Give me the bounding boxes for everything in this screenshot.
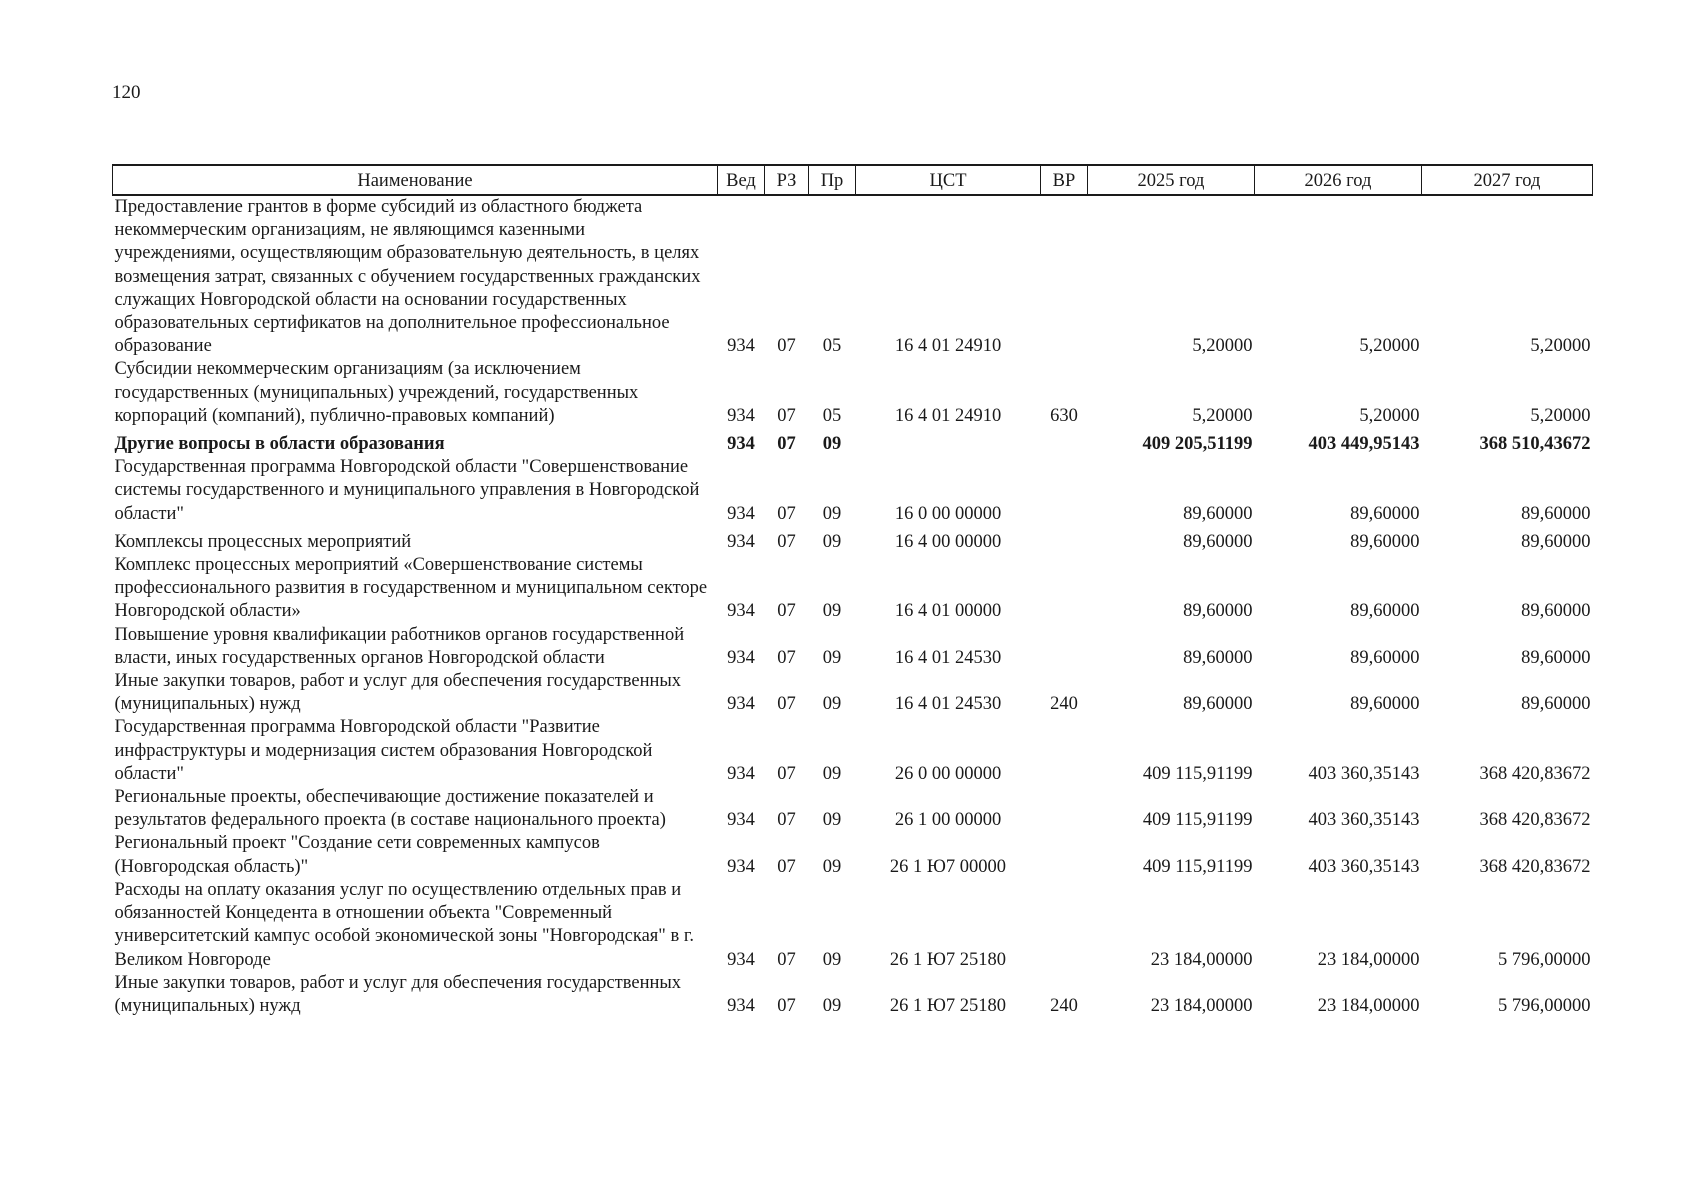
row-vr	[1041, 832, 1088, 878]
row-pr: 09	[822, 531, 842, 552]
row-cst: 16 4 01 24530	[894, 647, 1002, 668]
row-2026: 403 360,35143	[1308, 810, 1420, 831]
row-rz: 07	[777, 647, 796, 668]
table-row	[113, 624, 1593, 670]
row-rz: 07	[777, 810, 796, 831]
header-2025: 2025 год	[1088, 165, 1255, 195]
row-name: Расходы на оплату оказания услуг по осуществлению отдельных прав и обязанностей Концедента в отношении объекта "Современный университетский кампус особой экономической зоны "Новгородская" в г. Великом Новгороде	[114, 879, 694, 970]
row-vr	[1041, 554, 1088, 624]
row-2027: 5,20000	[1530, 405, 1591, 426]
row-ved: 934	[727, 647, 755, 668]
table-row	[113, 456, 1593, 526]
row-pr: 09	[822, 647, 842, 668]
row-pr: 09	[822, 503, 842, 524]
row-pr: 09	[822, 949, 842, 970]
row-vr	[1041, 716, 1088, 786]
row-rz: 07	[777, 336, 796, 357]
row-ved: 934	[727, 601, 755, 622]
row-vr: 240	[1050, 694, 1078, 715]
row-cst: 16 4 00 00000	[894, 531, 1002, 552]
row-pr: 09	[822, 601, 842, 622]
row-name: Региональный проект "Создание сети современных кампусов (Новгородская область)"	[114, 833, 600, 877]
row-2027: 5,20000	[1530, 336, 1591, 357]
row-2027: 5 796,00000	[1498, 949, 1591, 970]
row-2027: 89,60000	[1521, 647, 1591, 668]
row-ved: 934	[727, 434, 755, 455]
row-2025: 23 184,00000	[1150, 995, 1253, 1016]
row-vr	[1041, 195, 1088, 358]
row-rz: 07	[777, 503, 796, 524]
row-2026: 89,60000	[1350, 503, 1420, 524]
table-row	[113, 195, 1593, 358]
row-2026: 5,20000	[1359, 405, 1420, 426]
row-2026: 403 449,95143	[1308, 434, 1420, 455]
row-ved: 934	[727, 856, 755, 877]
row-rz: 07	[777, 434, 796, 455]
table-row	[113, 670, 1593, 716]
row-cst: 26 1 00 00000	[894, 810, 1002, 831]
row-pr: 09	[822, 694, 842, 715]
table-row	[113, 786, 1593, 832]
row-2027: 368 420,83672	[1479, 856, 1591, 877]
row-ved: 934	[727, 336, 755, 357]
row-2025: 89,60000	[1183, 647, 1253, 668]
header-vr: ВР	[1041, 165, 1088, 195]
row-2027: 89,60000	[1521, 531, 1591, 552]
row-2026: 403 360,35143	[1308, 763, 1420, 784]
row-2025: 89,60000	[1183, 694, 1253, 715]
row-2025: 409 205,51199	[1142, 434, 1253, 455]
row-rz: 07	[777, 405, 796, 426]
row-ved: 934	[727, 503, 755, 524]
row-name: Субсидии некоммерческим организациям (за исключением государственных (муниципальных) учреждений, государственных корпораций (компаний), публично-правовых компаний)	[114, 359, 639, 426]
row-vr	[1041, 786, 1088, 832]
row-name: Комплексы процессных мероприятий	[114, 531, 412, 552]
row-name: Иные закупки товаров, работ и услуг для обеспечения государственных (муниципальных) нужд	[114, 671, 682, 715]
header-ved: Вед	[718, 165, 765, 195]
row-pr: 09	[822, 856, 842, 877]
table-row	[113, 832, 1593, 878]
row-2025: 23 184,00000	[1150, 949, 1253, 970]
row-2026: 403 360,35143	[1308, 856, 1420, 877]
header-rz: РЗ	[765, 165, 809, 195]
row-2025: 89,60000	[1183, 601, 1253, 622]
row-pr: 09	[822, 810, 842, 831]
row-vr	[1041, 526, 1088, 554]
row-vr: 630	[1050, 405, 1078, 426]
row-2027: 368 510,43672	[1479, 434, 1591, 455]
row-cst: 16 4 01 24910	[894, 405, 1002, 426]
row-2027: 368 420,83672	[1479, 763, 1591, 784]
header-2026: 2026 год	[1255, 165, 1422, 195]
row-2025: 5,20000	[1192, 405, 1253, 426]
row-ved: 934	[727, 531, 755, 552]
row-pr: 09	[822, 434, 842, 455]
row-vr	[1041, 624, 1088, 670]
table-row	[113, 972, 1593, 1018]
row-2027: 89,60000	[1521, 694, 1591, 715]
page-number: 120	[112, 82, 141, 103]
table-row	[113, 716, 1593, 786]
row-cst: 16 4 01 24910	[894, 336, 1002, 357]
row-2026: 89,60000	[1350, 601, 1420, 622]
row-2026: 89,60000	[1350, 647, 1420, 668]
row-name: Государственная программа Новгородской области "Совершенствование системы государственного и муниципального управления в Новгородской области"	[114, 457, 700, 524]
row-pr: 09	[822, 763, 842, 784]
row-2027: 368 420,83672	[1479, 810, 1591, 831]
row-2026: 89,60000	[1350, 694, 1420, 715]
row-2025: 409 115,91199	[1142, 810, 1253, 831]
table-row	[113, 554, 1593, 624]
row-rz: 07	[777, 601, 796, 622]
row-cst: 16 4 01 00000	[894, 601, 1002, 622]
header-2027: 2027 год	[1422, 165, 1593, 195]
header-pr: Пр	[809, 165, 856, 195]
table-row-section	[113, 428, 1593, 456]
row-2026: 23 184,00000	[1317, 995, 1420, 1016]
budget-table	[112, 164, 1593, 1018]
row-vr	[1041, 456, 1088, 526]
row-cst: 16 4 01 24530	[894, 694, 1002, 715]
row-ved: 934	[727, 810, 755, 831]
row-name: Региональные проекты, обеспечивающие достижение показателей и результатов федерального проекта (в составе национального проекта)	[114, 787, 666, 831]
row-cst	[856, 428, 1041, 456]
row-pr: 05	[822, 405, 842, 426]
row-name: Повышение уровня квалификации работников органов государственной власти, иных государственных органов Новгородской области	[114, 624, 685, 668]
row-vr: 240	[1050, 995, 1078, 1016]
row-pr: 09	[822, 995, 842, 1016]
row-rz: 07	[777, 856, 796, 877]
row-cst: 26 1 Ю7 00000	[889, 856, 1007, 877]
row-ved: 934	[727, 763, 755, 784]
row-pr: 05	[822, 336, 842, 357]
table-row	[113, 358, 1593, 428]
row-rz: 07	[777, 995, 796, 1016]
row-2025: 409 115,91199	[1142, 763, 1253, 784]
row-rz: 07	[777, 949, 796, 970]
row-2025: 89,60000	[1183, 503, 1253, 524]
row-vr	[1041, 879, 1088, 972]
row-2027: 89,60000	[1521, 601, 1591, 622]
row-ved: 934	[727, 995, 755, 1016]
row-name: Предоставление грантов в форме субсидий из областного бюджета некоммерческим организациям, не являющимся казенными учреждениями, осуществляющим образовательную деятельность, в целях возмещения затрат, связанных с обучением государственных гражданских служащих Новгородской области на основании государственных образовательных сертификатов на дополнительное профессиональное образование	[114, 197, 701, 357]
row-2026: 89,60000	[1350, 531, 1420, 552]
table-row	[113, 526, 1593, 554]
row-cst: 26 0 00 00000	[894, 763, 1002, 784]
table-row	[113, 879, 1593, 972]
row-vr	[1041, 428, 1088, 456]
row-name: Другие вопросы в области образования	[114, 434, 445, 455]
row-name: Иные закупки товаров, работ и услуг для обеспечения государственных (муниципальных) нужд	[114, 972, 682, 1016]
row-2027: 89,60000	[1521, 503, 1591, 524]
row-rz: 07	[777, 694, 796, 715]
row-cst: 16 0 00 00000	[894, 503, 1002, 524]
row-2026: 23 184,00000	[1317, 949, 1420, 970]
row-rz: 07	[777, 531, 796, 552]
table-header-row	[113, 165, 1593, 195]
row-2027: 5 796,00000	[1498, 995, 1591, 1016]
row-name: Государственная программа Новгородской области "Развитие инфраструктуры и модернизация систем образования Новгородской области"	[114, 717, 653, 784]
row-cst: 26 1 Ю7 25180	[889, 995, 1007, 1016]
row-ved: 934	[727, 949, 755, 970]
row-2025: 5,20000	[1192, 336, 1253, 357]
row-name: Комплекс процессных мероприятий «Совершенствование системы профессионального развития в государственном и муниципальном секторе Новгородской области»	[114, 555, 708, 622]
row-2026: 5,20000	[1359, 336, 1420, 357]
row-ved: 934	[727, 694, 755, 715]
header-cst: ЦСТ	[856, 165, 1041, 195]
row-cst: 26 1 Ю7 25180	[889, 949, 1007, 970]
row-2025: 409 115,91199	[1142, 856, 1253, 877]
header-name: Наименование	[113, 165, 718, 195]
row-rz: 07	[777, 763, 796, 784]
row-2025: 89,60000	[1183, 531, 1253, 552]
row-ved: 934	[727, 405, 755, 426]
